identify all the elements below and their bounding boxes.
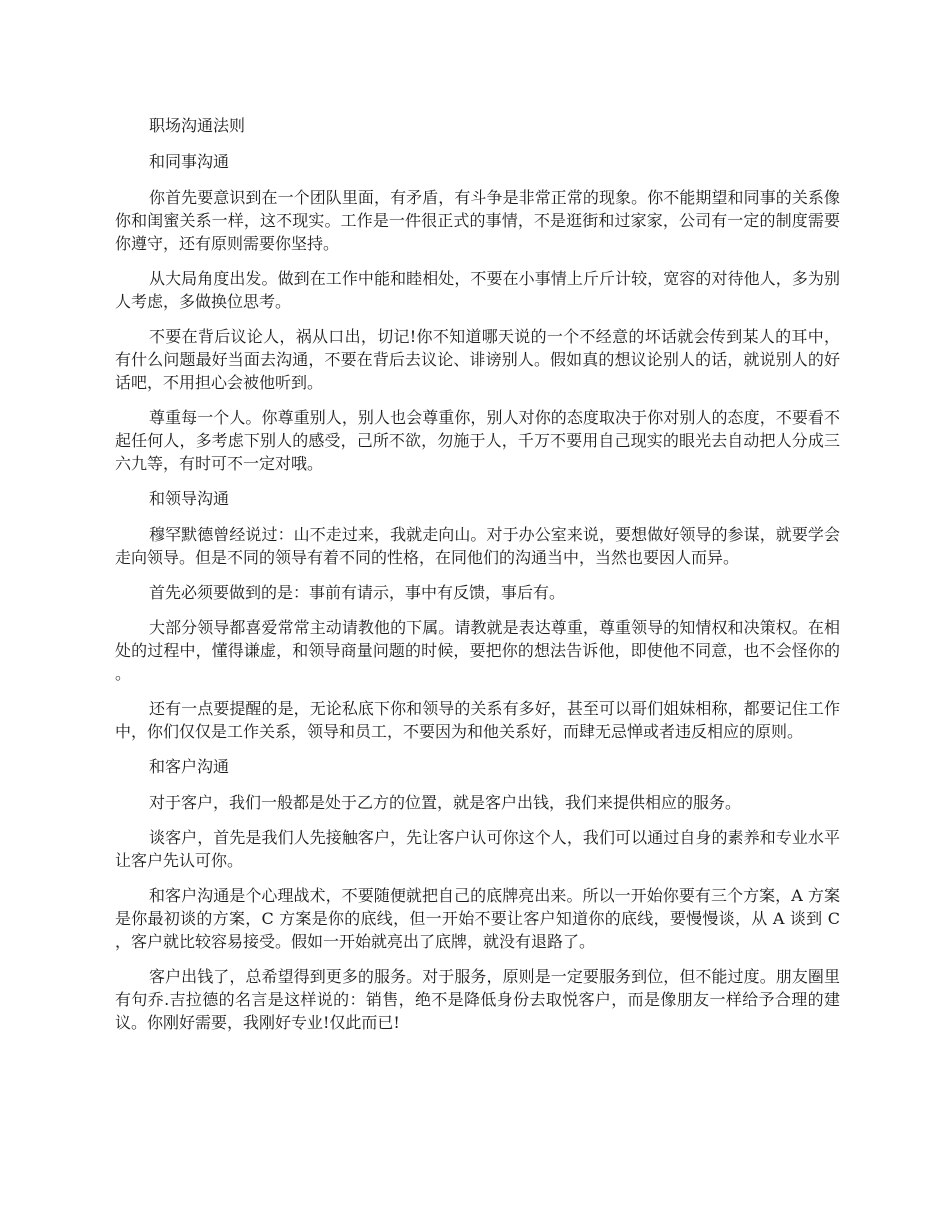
paragraph: 穆罕默德曾经说过：山不走过来，我就走向山。对于办公室来说，要想做好领导的参谋，就要学会走向领导。但是不同的领导有着不同的性格，在同他们的沟通当中，当然也要因人而异。 [115, 525, 840, 567]
document-page [115, 0, 840, 1046]
paragraph: 从大局角度出发。做到在工作中能和睦相处，不要在小事情上斤斤计较，宽容的对待他人，多为别人考虑，多做换位思考。 [115, 269, 840, 311]
paragraph: 谈客户，首先是我们人先接触客户，先让客户认可你这个人，我们可以通过自身的素养和专业水平让客户先认可你。 [115, 828, 840, 870]
paragraph: 首先必须要做到的是：事前有请示，事中有反馈，事后有。 [149, 583, 566, 602]
section-heading-clients: 和客户沟通 [149, 757, 230, 776]
section-heading-leaders: 和领导沟通 [149, 489, 230, 508]
paragraph: 对于客户，我们一般都是处于乙方的位置，就是客户出钱，我们来提供相应的服务。 [149, 793, 742, 812]
paragraph: 尊重每一个人。你尊重别人，别人也会尊重你，别人对你的态度取决于你对别人的态度，不要看不起任何人，多考虑下别人的感受，己所不欲，勿施于人，千万不要用自己现实的眼光去自动把人分成三六九等，有时可不一定对哦。 [115, 408, 840, 473]
document-title: 职场沟通法则 [149, 116, 246, 135]
paragraph: 客户出钱了，总希望得到更多的服务。对于服务，原则是一定要服务到位，但不能过度。朋友圈里有句乔.吉拉德的名言是这样说的：销售，绝不是降低身份去取悦客户，而是像朋友一样给予合理的建议。你刚好需要，我刚好专业!仅此而已! [115, 967, 840, 1032]
paragraph: 大部分领导都喜爱常常主动请教他的下属。请教就是表达尊重，尊重领导的知情权和决策权。在相处的过程中，懂得谦虚，和领导商量问题的时候，要把你的想法告诉他，即使他不同意，也不会怪你的。 [115, 618, 840, 683]
section-heading-colleagues: 和同事沟通 [149, 152, 230, 171]
paragraph: 你首先要意识到在一个团队里面，有矛盾，有斗争是非常正常的现象。你不能期望和同事的关系像你和闺蜜关系一样，这不现实。工作是一件很正式的事情，不是逛街和过家家，公司有一定的制度需要你遵守，还有原则需要你坚持。 [115, 188, 840, 253]
paragraph: 不要在背后议论人，祸从口出，切记!你不知道哪天说的一个不经意的坏话就会传到某人的耳中，有什么问题最好当面去沟通，不要在背后去议论、诽谤别人。假如真的想议论别人的话，就说别人的好话吧，不用担心会被他听到。 [115, 327, 840, 392]
paragraph: 还有一点要提醒的是，无论私底下你和领导的关系有多好，甚至可以哥们姐妹相称，都要记住工作中，你们仅仅是工作关系，领导和员工，不要因为和他关系好，而肆无忌惮或者违反相应的原则。 [115, 699, 840, 741]
paragraph: 和客户沟通是个心理战术，不要随便就把自己的底牌亮出来。所以一开始你要有三个方案，A 方案是你最初谈的方案，C 方案是你的底线，但一开始不要让客户知道你的底线，要慢慢谈，从 A 谈到 C，客户就比较容易接受。假如一开始就亮出了底牌，就没有退路了。 [115, 886, 840, 951]
